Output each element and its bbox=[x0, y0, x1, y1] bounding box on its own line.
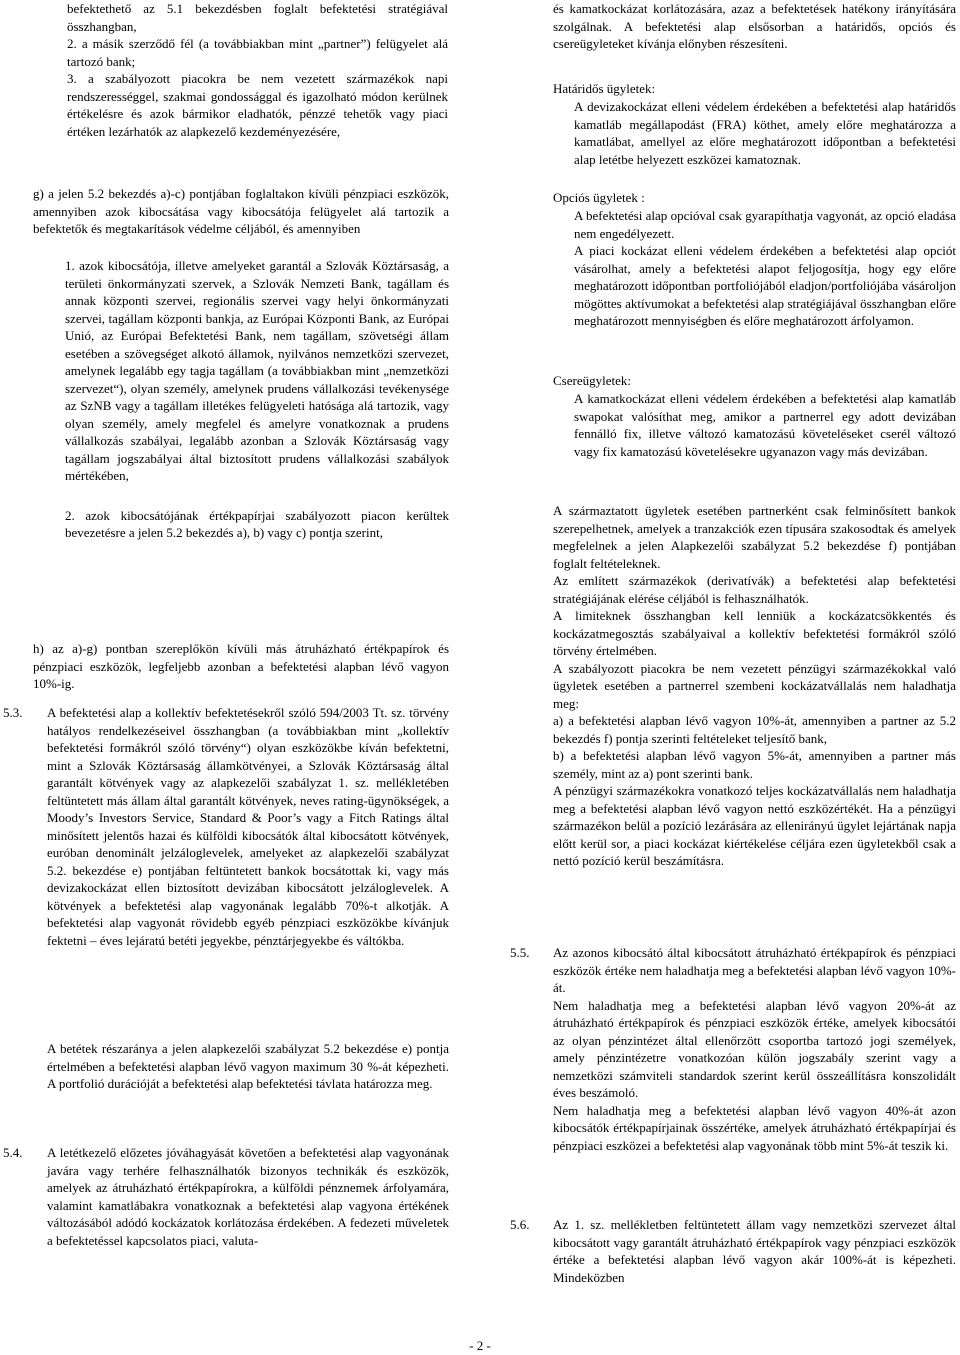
g-list-block bbox=[65, 257, 449, 542]
list-item-2: 2. a másik szerződő fél (a továbbiakban mint „partner”) felügyelet alá tartozó bank; bbox=[67, 36, 448, 69]
section-5-6-number: 5.6. bbox=[510, 1217, 530, 1232]
csere-block bbox=[574, 390, 956, 460]
csere-text: A kamatkockázat elleni védelem érdekében a befektetési alap kamatláb swapokat valósíthat meg, amikor a partnerrel egy adott devizában fennálló fix, illetve változó kamatozású követeléseket cserél változó vagy fix kamatozású követelésekre ugyanazon vagy más devizában. bbox=[574, 391, 956, 459]
g-paragraph: g) a jelen 5.2 bekezdés a)-c) pontjában foglaltakon kívüli pénzpiaci eszközök, amennyiben azok kibocsátása vagy kibocsátója felügyelet alá tartozik a befektetők és megtakarítások védelme céljából, és amennyiben bbox=[33, 186, 449, 236]
h-paragraph-block bbox=[33, 640, 449, 693]
derivatives-paragraph-5: A pénzügyi származékokra vonatkozó teljes kockázatvállalás nem haladhatja meg a befektetési alapban lévő vagyon nettó eszközértékét. Ha a pénzügyi származékon belül a pozíció lezárására az ellenirányú ügylet lejártának napja előtt kerül sor, a piaci kockázat kiértékelése céljára ezen ügyletekből csak a nettó pozíció kerül beszámításra. bbox=[553, 783, 956, 868]
section-5-5-block bbox=[553, 944, 956, 1154]
list-continuation bbox=[67, 0, 448, 140]
list-item-3: 3. a szabályozott piacokra be nem vezetett származékok napi rendszerességgel, szakmai gondossággal és igazolható módon kerülnek értékelésre és azok bármikor eladhatók, pénzzé tehetők vagy piaci értéken lezárhatók az alapkezelő kezdeményezésére, bbox=[67, 71, 448, 139]
top-list-text: befektethető az 5.1 bekezdésben foglalt befektetési stratégiával összhangban, bbox=[67, 1, 448, 34]
section-5-6-text: Az 1. sz. mellékletben feltüntetett állam vagy nemzetközi szervezet által kibocsátott vagy garantált átruházható értékpapírok vagy pénzpiaci eszközök értéke a befektetési alapban lévő vagyon akár 100%-át is képezheti. Mindeközben bbox=[553, 1217, 956, 1285]
g-list-item-2: 2. azok kibocsátójának értékpapírjai szabályozott piacon kerültek bevezetésre a jelen 5.2 bekezdés a), b) vagy c) pontja szerint, bbox=[65, 507, 449, 540]
hatarido-head-block bbox=[553, 80, 956, 98]
h-paragraph: h) az a)-g) pontban szereplőkön kívüli más átruházható értékpapírok és pénzpiaci eszközök, legfeljebb azonban a befektetési alapban lévő vagyon 10%-ig. bbox=[33, 641, 449, 691]
section-5-3-block-2 bbox=[47, 1040, 449, 1093]
section-5-4-text: A letétkezelő előzetes jóváhagyását követően a befektetési alap vagyonának javára vagy terhére felhasználhatók bizonyos technikák és eszközök, amelyek az átruházható értékpapírokra, a külföldi pénznemek árfolyamára, valamint kamatlábakra vonatkoznak a befektetési alap vagyona értékének változásából adódó kockázatok korlátozása érdekében. A fedezeti műveletek a befektetéssel kapcsolatos piaci, valuta- bbox=[47, 1145, 449, 1248]
opcios-heading: Opciós ügyletek : bbox=[553, 190, 645, 205]
hatarido-text: A devizakockázat elleni védelem érdekében a befektetési alap határidős kamatláb megállapodást (FRA) köthet, amely előre meghatározza a kamatlábat, amellyel az előre meghatározott időpontban a befektetési alap letétbe helyezett eszközei kamatoznak. bbox=[574, 99, 956, 167]
g-paragraph-block bbox=[33, 185, 449, 238]
hatarido-block bbox=[574, 98, 956, 168]
opcios-block bbox=[574, 207, 956, 330]
section-5-3-block bbox=[47, 704, 449, 949]
section-5-5-text-2: Nem haladhatja meg a befektetési alapban lévő vagyon 20%-át az átruházható értékpapírok és pénzpiaci eszközök értéke, amelyek kibocsátói az olyan pénzintézet által ellenőrzött csoportba tartozó jogi személyek, amely pénzintézetre vonatkozóan külön jogszabály szerint vagy a nemzetközi számviteli standardok szerint kerül összeállításra konszolidált éves beszámoló. bbox=[553, 997, 956, 1100]
section-5-3-text-2: A betétek részaránya a jelen alapkezelői szabályzat 5.2 bekezdése e) pontja értelmében a befektetési alapban lévő vagyon maximum 30 %-át képezheti. A portfolió durációját a befektetési alap befektetési távlata határozza meg. bbox=[47, 1041, 449, 1091]
derivatives-block bbox=[553, 502, 956, 870]
opcios-text-2: A piaci kockázat elleni védelem érdekében a befektetési alap opciót vásárolhat, amely a befektetési alapot feljogosítja, hogy egy előre meghatározott időpontban portfoliójából eladjon/portfoliójába vásároljon mögöttes aktívumokat a befektetési alap stratégiájával összhangban előre meghatározott mennyiségben és előre meghatározott árfolyamon. bbox=[574, 243, 956, 328]
derivatives-paragraph-3: A limiteknek összhangban kell lenniük a kockázatcsökkentés és kockázatmegosztás szabályaival a kollektív befektetési formákról szóló törvény értelmében. bbox=[553, 608, 956, 658]
hatarido-heading: Határidős ügyletek: bbox=[553, 81, 656, 96]
section-5-5-number: 5.5. bbox=[510, 945, 530, 960]
derivatives-paragraph-4b: b) a befektetési alapban lévő vagyon 5%-át, amennyiben a partner más személy, mint az a) pont szerinti bank. bbox=[553, 748, 956, 781]
section-5-4-number: 5.4. bbox=[3, 1145, 23, 1160]
derivatives-paragraph-2: Az említett származékok (derivatívák) a befektetési alap befektetési stratégiájának elérése céljából is felhasználhatók. bbox=[553, 573, 956, 606]
opcios-text-1: A befektetési alap opcióval csak gyarapíthatja vagyonát, az opció eladása nem engedélyezett. bbox=[574, 208, 956, 241]
section-5-3-text: A befektetési alap a kollektív befektetésekről szóló 594/2003 Tt. sz. törvény hatályos rendelkezéseivel összhangban (a továbbiakban mint „kollektív befektetési formákról szóló törvény“) olyan eszközökbe kíván befektetni, mint a Szlovák Köztársaság államkötvényei, a Szlovák Köztársaság által garantált kötvények vagy az alapkezelői szabályzat 1. sz. mellékletében feltüntetett más állam által garantált kötvények, neves rating-ügynökségek, a Moody’s Investors Service, Standard & Poor’s vagy a Fitch Ratings által minősített jelentős hazai és külföldi kibocsátók által kibocsátott kötvények, euróban denominált jelzáloglevelek, amelyeket az alapkezelői szabályzat 5.2. bekezdése e) pontjában feltüntetett bankok bocsátottak ki, vagy más devizakockázat ellen biztosított devizában kibocsátott jelzáloglevelek. A kötvények a befektetési alap vagyonának legalább 70%-t alkotják. A befektetési alap vagyonát rövidebb egyéb pénzpiaci eszközökbe kívánjuk fektetni – éves lejáratú betéti jegyekbe, pénztárjegyekbe és váltókba. bbox=[47, 705, 449, 948]
page-number: - 2 - bbox=[469, 1338, 491, 1353]
derivatives-paragraph-1: A származtatott ügyletek esetében partnerként csak felminősített bankok szerepelhetnek, amelyek a tranzakciók ezen típusára szakosodtak és amelyek megfelelnek a jelen Alapkezelői szabályzat 5.2 bekezdése f) pontjában foglalt feltételeknek. bbox=[553, 503, 956, 571]
section-5-4-block bbox=[47, 1144, 449, 1249]
section-5-5-text-1: Az azonos kibocsátó által kibocsátott átruházható értékpapírok és pénzpiaci eszközök értéke nem haladhatja meg a befektetési alapban lévő vagyon 10%-át. bbox=[553, 945, 956, 995]
section-5-3-number: 5.3. bbox=[3, 705, 23, 720]
section-5-6-block bbox=[553, 1216, 956, 1286]
g-list-item-1: 1. azok kibocsátója, illetve amelyeket garantál a Szlovák Köztársaság, a területi önkormányzati szervek, a Szlovák Nemzeti Bank, tagállam és annak központi szervei, regionális szervei vagy helyi önkormányzati szervei, tagállam központi bankja, az Európai Központi Bank, az Európai Unió, az Európai Befektetési Bank, nem tagállam, szövetségi állam esetében a szövegséget alkotó államok, nyilvános nemzetközi szervezet, amelynek legalább egy tagja tagállam (a továbbiakban mint „nemzetközi szervezet“), olyan személy, amelynek prudens vállalkozási tevékenysége az SzNB vagy a tagállam illetékes felügyeleti hatósága alá tartozik, vagy olyan személy, amely megfelel és amelyre vonatkoznak a prudens vállalkozás szabályai, legalább azonban a Szlovák Köztársaság vagy tagállam jogszabályai által biztosított prudens vállalkozási szabályok mértékében, bbox=[65, 258, 449, 483]
section-5-5-text-3: Nem haladhatja meg a befektetési alapban lévő vagyon 40%-át azon kibocsátók értékpapírjainak összértéke, amelyek átruházható értékpapírjai és pénzpiaci eszközei a befektetési alap vagyonának több mint 5%-át teszik ki. bbox=[553, 1102, 956, 1153]
csere-head-block bbox=[553, 372, 956, 390]
csere-heading: Csereügyletek: bbox=[553, 373, 631, 388]
derivatives-paragraph-4a: a) a befektetési alapban lévő vagyon 10%-át, amennyiben a partner az 5.2 bekezdés f) pontja szerinti feltételeket teljesítő bank, bbox=[553, 713, 956, 746]
right-intro: és kamatkockázat korlátozására, azaz a befektetések hatékony irányítására szolgálnak. A befektetési alap elsősorban a határidős, opciós és csereügyleteket kívánja előnyben részesíteni. bbox=[553, 1, 956, 51]
right-intro-block bbox=[553, 0, 956, 53]
derivatives-paragraph-4: A szabályozott piacokra be nem vezetett pénzügyi származékokkal való ügyletek esetében a partnerrel szembeni kockázatvállalás nem haladhatja meg: bbox=[553, 660, 956, 711]
opcios-head-block bbox=[553, 189, 956, 207]
